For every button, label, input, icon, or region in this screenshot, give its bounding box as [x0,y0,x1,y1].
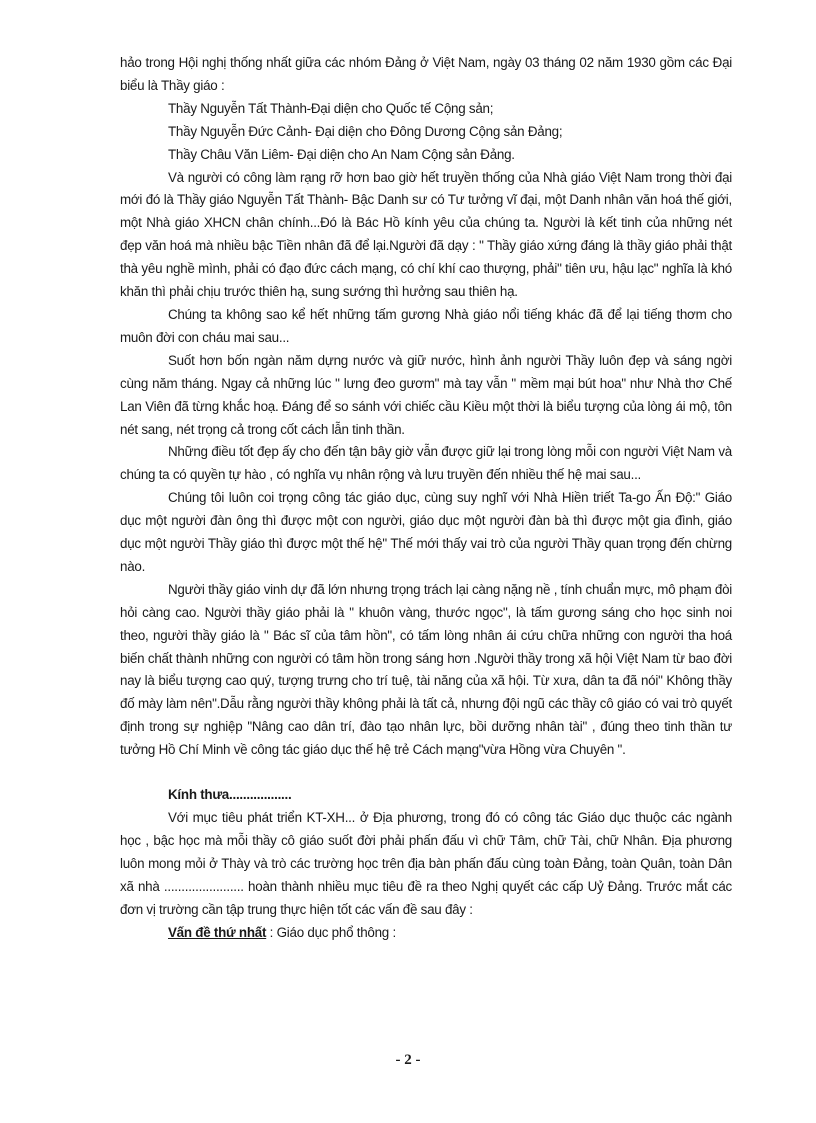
first-issue-line [120,922,732,945]
first-issue-label: Vấn đề thứ nhất [168,924,267,940]
delegate-list-item: Thầy Nguyễn Đức Cảnh- Đại diện cho Đông Dương Cộng sản Đảng; [168,123,563,139]
paragraph-teacher-image: Suốt hơn bốn ngàn năm dựng nước và giữ nước, hình ảnh người Thầy luôn đẹp và sáng ngời cùng năm tháng. Ngay cả những lúc " lưng đeo gươm" mà tay vẫn " mềm mại bút hoa" như Nhà thơ Chế Lan Viên đã từng khắc hoạ. Đáng để so sánh với chiếc cầu Kiều một thời là biểu tượng của lòng ái mộ, tôn nét sang, nét trọng cả trong cốt cách lẫn tinh thần. [120,352,732,437]
paragraph-local-goals: Với mục tiêu phát triển KT-XH... ở Địa phương, trong đó có công tác Giáo dục thuộc các ngành học , bậc học mà mỗi thầy cô giáo suốt đời phải phấn đấu vì chữ Tâm, chữ Tài, chữ Nhân. Địa phương luôn mong mỏi ở Thày và trò các trường học trên địa bàn phấn đấu cùng toàn Đảng, toàn Quân, toàn Dân xã nhà ....................... hoàn thành nhiều mục tiêu đề ra theo Nghị quyết các cấp Uỷ Đảng. Trước mắt các đơn vị trường cần tập trung thực hiện tốt các vấn đề sau đây : [120,810,732,917]
paragraph-spacer [120,762,732,784]
document-page [120,52,732,944]
paragraph-conference-delegates: hảo trong Hội nghị thống nhất giữa các nhóm Đảng ở Việt Nam, ngày 03 tháng 02 năm 1930 gồm các Đại biểu là Thầy giáo : [120,55,732,93]
page-number: - 2 - [395,1052,421,1068]
greeting-heading: Kính thưa.................. [168,787,292,803]
paragraph-tradition: Những điều tốt đẹp ấy cho đến tận bây giờ vẫn được giữ lại trong lòng mỗi con người Việt Nam và chúng ta có quyền tự hào , có nghĩa vụ nhân rộng và lưu truyền đến nhiều thế hệ mai sau... [120,444,732,483]
paragraph-famous-teachers: Chúng ta không sao kể hết những tấm gương Nhà giáo nổi tiếng khác đã để lại tiếng thơm cho muôn đời con cháu mai sau... [120,306,732,345]
paragraph-teacher-role: Người thầy giáo vinh dự đã lớn nhưng trọng trách lại càng nặng nề , tính chuẩn mực, mô phạm đòi hỏi càng cao. Người thầy giáo phải là " khuôn vàng, thước ngọc", là tấm gương sáng cho học sinh noi theo, người thầy giáo là " Bác sĩ của tâm hồn", có tấm lòng nhân ái cứu chữa những con người tha hoá biến chất thành những con người có tâm hồn trong sáng hơn .Người thầy trong xã hội Việt Nam từ bao đời nay là biểu tượng cao quý, tượng trưng cho trí tuệ, tài năng của xã hội. Từ xưa, dân ta đã nói" Không thầy đố mày làm nên".Dẫu rằng người thầy không phải là tất cả, nhưng đội ngũ các thầy cô giáo có vai trò quyết định trong sự nghiệp "Nâng cao dân trí, đào tạo nhân lực, bồi dưỡng nhân tài" , đúng theo tinh thần tư tưởng Hồ Chí Minh về công tác giáo dục thế hệ trẻ Cách mạng"vừa Hồng vừa Chuyên ". [120,581,732,758]
paragraph-uncle-ho: Và người có công làm rạng rỡ hơn bao giờ hết truyền thống của Nhà giáo Việt Nam trong thời đại mới đó là Thầy giáo Nguyễn Tất Thành- Bậc Danh sư có Tư tưởng vĩ đại, một Danh nhân văn hoá thế giới, một Nhà giáo XHCN chân chính...Đó là Bác Hồ kính yêu của chúng ta. Người là kết tinh của những nét đẹp văn hoá mà nhiều bậc Tiền nhân đã để lại.Người đã dạy : " Thầy giáo xứng đáng là thầy giáo phải thật thà yêu nghề mình, phải có đạo đức cách mạng, có chí khí cao thượng, phải" tiên ưu, hậu lạc" nghĩa là khó khăn thì phải chịu trước thiên hạ, sung sướng thì hưởng sau thiên hạ. [120,169,732,300]
delegate-list-item: Thầy Nguyễn Tất Thành-Đại diện cho Quốc tế Cộng sản; [168,100,494,116]
delegate-list-item: Thầy Châu Văn Liêm- Đại diện cho An Nam Cộng sản Đảng. [168,146,515,162]
paragraph-tagore-quote: Chúng tôi luôn coi trọng công tác giáo dục, cùng suy nghĩ với Nhà Hiền triết Ta-go Ấn Độ:" Giáo dục một người đàn ông thì được một con người, giáo dục một người đàn bà thì được một gia đình, giáo dục một người Thầy giáo thì được một thế hệ" Thế mới thấy vai trò của người Thầy quan trọng đến chừng nào. [120,490,732,574]
first-issue-text: : Giáo dục phổ thông : [266,924,396,940]
